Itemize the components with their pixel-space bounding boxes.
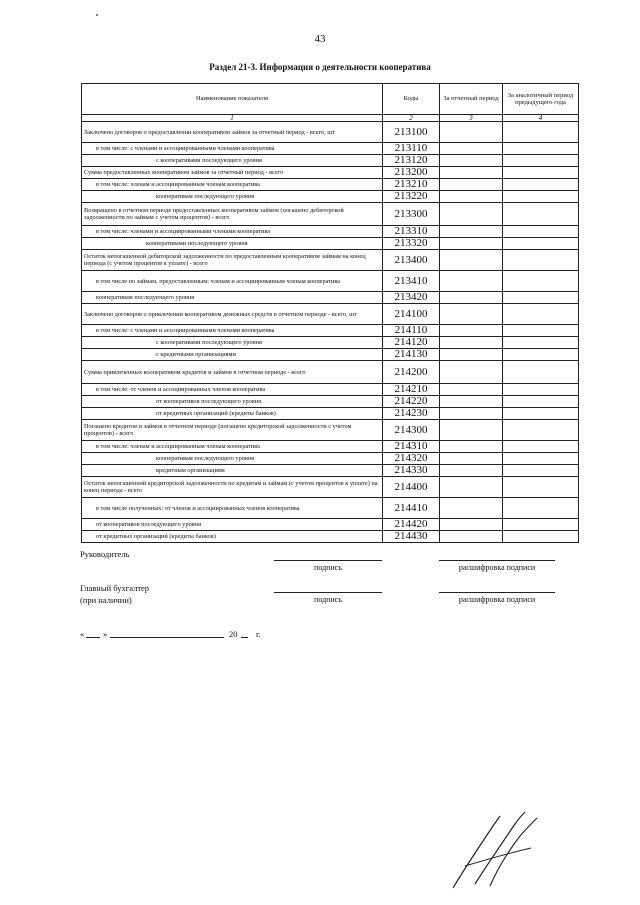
value-cell	[440, 531, 503, 543]
value-cell	[503, 271, 579, 292]
row-code: 213200	[383, 167, 440, 179]
row-name: Сумма предоставленных кооперативом займов за отчетный период - всего	[82, 167, 383, 179]
date-close-quote: »	[103, 629, 108, 639]
value-cell	[440, 498, 503, 519]
table-row	[82, 408, 579, 420]
row-code: 214130	[383, 349, 440, 361]
value-cell	[503, 238, 579, 250]
row-code: 214300	[383, 420, 440, 441]
cooperative-activity-table	[81, 83, 579, 543]
value-cell	[440, 441, 503, 453]
value-cell	[503, 477, 579, 498]
value-cell	[503, 498, 579, 519]
value-cell	[440, 238, 503, 250]
row-code: 213400	[383, 250, 440, 271]
value-cell	[503, 203, 579, 226]
value-cell	[503, 420, 579, 441]
value-cell	[440, 408, 503, 420]
table-row	[82, 465, 579, 477]
table-row	[82, 167, 579, 179]
table-row	[82, 396, 579, 408]
accountant-signature-caption: подпись	[314, 595, 342, 604]
header-previous-year: За аналогичный период предыдущего года	[503, 84, 579, 115]
row-code: 214200	[383, 361, 440, 384]
value-cell	[503, 408, 579, 420]
row-name: в том числе: с членами и ассоциированными членами кооператива	[82, 143, 383, 155]
table-row	[82, 325, 579, 337]
value-cell	[440, 420, 503, 441]
value-cell	[503, 304, 579, 325]
row-name: в том числе: членам и ассоциированным членам кооператива	[82, 179, 383, 191]
accountant-decode-caption: расшифровка подписи	[458, 595, 536, 604]
value-cell	[440, 226, 503, 238]
accountant-sub-label: (при наличии)	[80, 595, 132, 605]
row-code: 213210	[383, 179, 440, 191]
value-cell	[503, 167, 579, 179]
row-name: Остаток непогашенной дебиторской задолженности по предоставленным кооперативом займам на конец периода (с учетом процентов к уплате) - всего	[82, 250, 383, 271]
row-name: Остаток непогашенной кредиторской задолженности по кредитам и займам (с учетом процентов к уплате) на конец периода - всего	[82, 477, 383, 498]
value-cell	[440, 122, 503, 143]
date-year-line	[241, 637, 248, 638]
row-code: 214220	[383, 396, 440, 408]
table-row	[82, 384, 579, 396]
accountant-label: Главный бухгалтер	[80, 583, 150, 593]
value-cell	[440, 361, 503, 384]
row-name: Заключено договоров о предоставлении кооперативом займов за отчетный период - всего, шт	[82, 122, 383, 143]
table-row	[82, 191, 579, 203]
row-name: в том числе: с членами и ассоциированными членами кооператива	[82, 325, 383, 337]
row-name: Погашено кредитов и займов в отчетном периоде (погашено кредиторской задолженности с учетом процентов) - всего	[82, 420, 383, 441]
value-cell	[503, 384, 579, 396]
page-number: 43	[314, 33, 326, 45]
header-codes: Коды	[383, 84, 440, 115]
row-name: кооперативам последующего уровня	[82, 292, 383, 304]
row-code: 214330	[383, 465, 440, 477]
value-cell	[503, 531, 579, 543]
row-name: в том числе по займам, предоставленным: членам и ассоциированным членам кооператива	[82, 271, 383, 292]
col-number: 3	[440, 115, 503, 122]
row-code: 213220	[383, 191, 440, 203]
value-cell	[440, 304, 503, 325]
table-row	[82, 441, 579, 453]
table-row	[82, 238, 579, 250]
row-code: 213300	[383, 203, 440, 226]
row-code: 214110	[383, 325, 440, 337]
header-current-period: За отчетный период	[440, 84, 503, 115]
accountant-decode-line	[439, 592, 555, 593]
row-code: 214120	[383, 337, 440, 349]
table-row	[82, 337, 579, 349]
row-code: 213120	[383, 155, 440, 167]
row-code: 214310	[383, 441, 440, 453]
row-name: в том числе: членам и ассоциированным членам кооператива	[82, 441, 383, 453]
value-cell	[503, 349, 579, 361]
value-cell	[503, 292, 579, 304]
table-row	[82, 477, 579, 498]
value-cell	[503, 191, 579, 203]
table-row	[82, 498, 579, 519]
head-decode-line	[439, 560, 555, 561]
row-name: кооперативами последующего уровня	[82, 238, 383, 250]
row-code: 214420	[383, 519, 440, 531]
table-row	[82, 122, 579, 143]
table-row	[82, 531, 579, 543]
value-cell	[503, 226, 579, 238]
value-cell	[440, 271, 503, 292]
table-row	[82, 143, 579, 155]
row-name: с кооперативами последующего уровня	[82, 155, 383, 167]
row-name: в том числе: от членов и ассоциированных членов кооператива	[82, 384, 383, 396]
table-row	[82, 420, 579, 441]
row-name: в том числе полученных: от членов и ассоциированных членов кооператива	[82, 498, 383, 519]
value-cell	[503, 325, 579, 337]
scan-speck	[96, 14, 98, 16]
row-code: 214400	[383, 477, 440, 498]
date-day-line	[86, 637, 100, 638]
date-open-quote: «	[80, 629, 85, 639]
value-cell	[503, 453, 579, 465]
row-name: Заключено договоров о привлечении кооперативом денежных средств в отчетном периоде - всего, шт	[82, 304, 383, 325]
row-name: от кредитных организаций (кредиты банков)	[82, 408, 383, 420]
row-name: кооперативам последующего уровня	[82, 453, 383, 465]
table-row	[82, 453, 579, 465]
value-cell	[503, 396, 579, 408]
row-name: в том числе: членами и ассоциированными членами кооператива	[82, 226, 383, 238]
table-row	[82, 519, 579, 531]
row-name: от кредитных организаций (кредиты банков)	[82, 531, 383, 543]
value-cell	[440, 292, 503, 304]
value-cell	[440, 250, 503, 271]
row-code: 214410	[383, 498, 440, 519]
row-name: от кооперативов последующего уровня	[82, 519, 383, 531]
value-cell	[440, 396, 503, 408]
head-signature-line	[274, 560, 382, 561]
section-title: Раздел 21-3. Информация о деятельности кооператива	[209, 62, 431, 72]
col-number: 4	[503, 115, 579, 122]
row-code: 214100	[383, 304, 440, 325]
row-name: кооперативам последующего уровня	[82, 191, 383, 203]
row-code: 214210	[383, 384, 440, 396]
row-code: 214430	[383, 531, 440, 543]
accountant-signature-line	[274, 592, 382, 593]
value-cell	[440, 384, 503, 396]
value-cell	[503, 441, 579, 453]
value-cell	[440, 325, 503, 337]
value-cell	[503, 337, 579, 349]
table-row	[82, 349, 579, 361]
value-cell	[503, 155, 579, 167]
head-decode-caption: расшифровка подписи	[458, 563, 536, 572]
row-code: 214320	[383, 453, 440, 465]
table-row	[82, 179, 579, 191]
row-code: 213420	[383, 292, 440, 304]
value-cell	[503, 519, 579, 531]
row-code: 213320	[383, 238, 440, 250]
row-name: от кооперативов последующего уровня	[82, 396, 383, 408]
table-row	[82, 155, 579, 167]
table-row	[82, 361, 579, 384]
row-name: Возвращено в отчетном периоде предоставленных кооперативом займов (погашено дебиторской задолженности по займам с учетом процентов) - всего	[82, 203, 383, 226]
table-row	[82, 304, 579, 325]
value-cell	[440, 453, 503, 465]
value-cell	[440, 203, 503, 226]
value-cell	[440, 337, 503, 349]
value-cell	[503, 179, 579, 191]
row-name: кредитным организациям	[82, 465, 383, 477]
table-row	[82, 250, 579, 271]
header-indicator-name: Наименование показателя	[82, 84, 383, 115]
value-cell	[440, 155, 503, 167]
value-cell	[440, 465, 503, 477]
value-cell	[503, 143, 579, 155]
row-code: 213310	[383, 226, 440, 238]
table-row	[82, 292, 579, 304]
handwritten-signature	[445, 808, 555, 893]
head-label: Руководитель	[80, 549, 130, 559]
row-code: 213410	[383, 271, 440, 292]
table-row	[82, 271, 579, 292]
row-code: 213100	[383, 122, 440, 143]
value-cell	[440, 167, 503, 179]
value-cell	[440, 191, 503, 203]
head-signature-caption: подпись	[314, 563, 342, 572]
row-code: 214230	[383, 408, 440, 420]
value-cell	[503, 122, 579, 143]
date-year-suffix: г.	[256, 629, 261, 639]
table-row	[82, 226, 579, 238]
col-number: 2	[383, 115, 440, 122]
table-row	[82, 203, 579, 226]
value-cell	[503, 361, 579, 384]
value-cell	[440, 349, 503, 361]
value-cell	[440, 143, 503, 155]
row-name: Сумма привлеченных кооперативом кредитов и займов в отчетном периоде - всего	[82, 361, 383, 384]
col-number: 1	[82, 115, 383, 122]
value-cell	[503, 465, 579, 477]
row-code: 213110	[383, 143, 440, 155]
row-name: с кредитными организациями	[82, 349, 383, 361]
date-year-prefix: 20	[229, 629, 238, 639]
value-cell	[440, 179, 503, 191]
value-cell	[440, 519, 503, 531]
value-cell	[503, 250, 579, 271]
value-cell	[440, 477, 503, 498]
row-name: с кооперативами последующего уровня	[82, 337, 383, 349]
date-month-line	[110, 637, 224, 638]
